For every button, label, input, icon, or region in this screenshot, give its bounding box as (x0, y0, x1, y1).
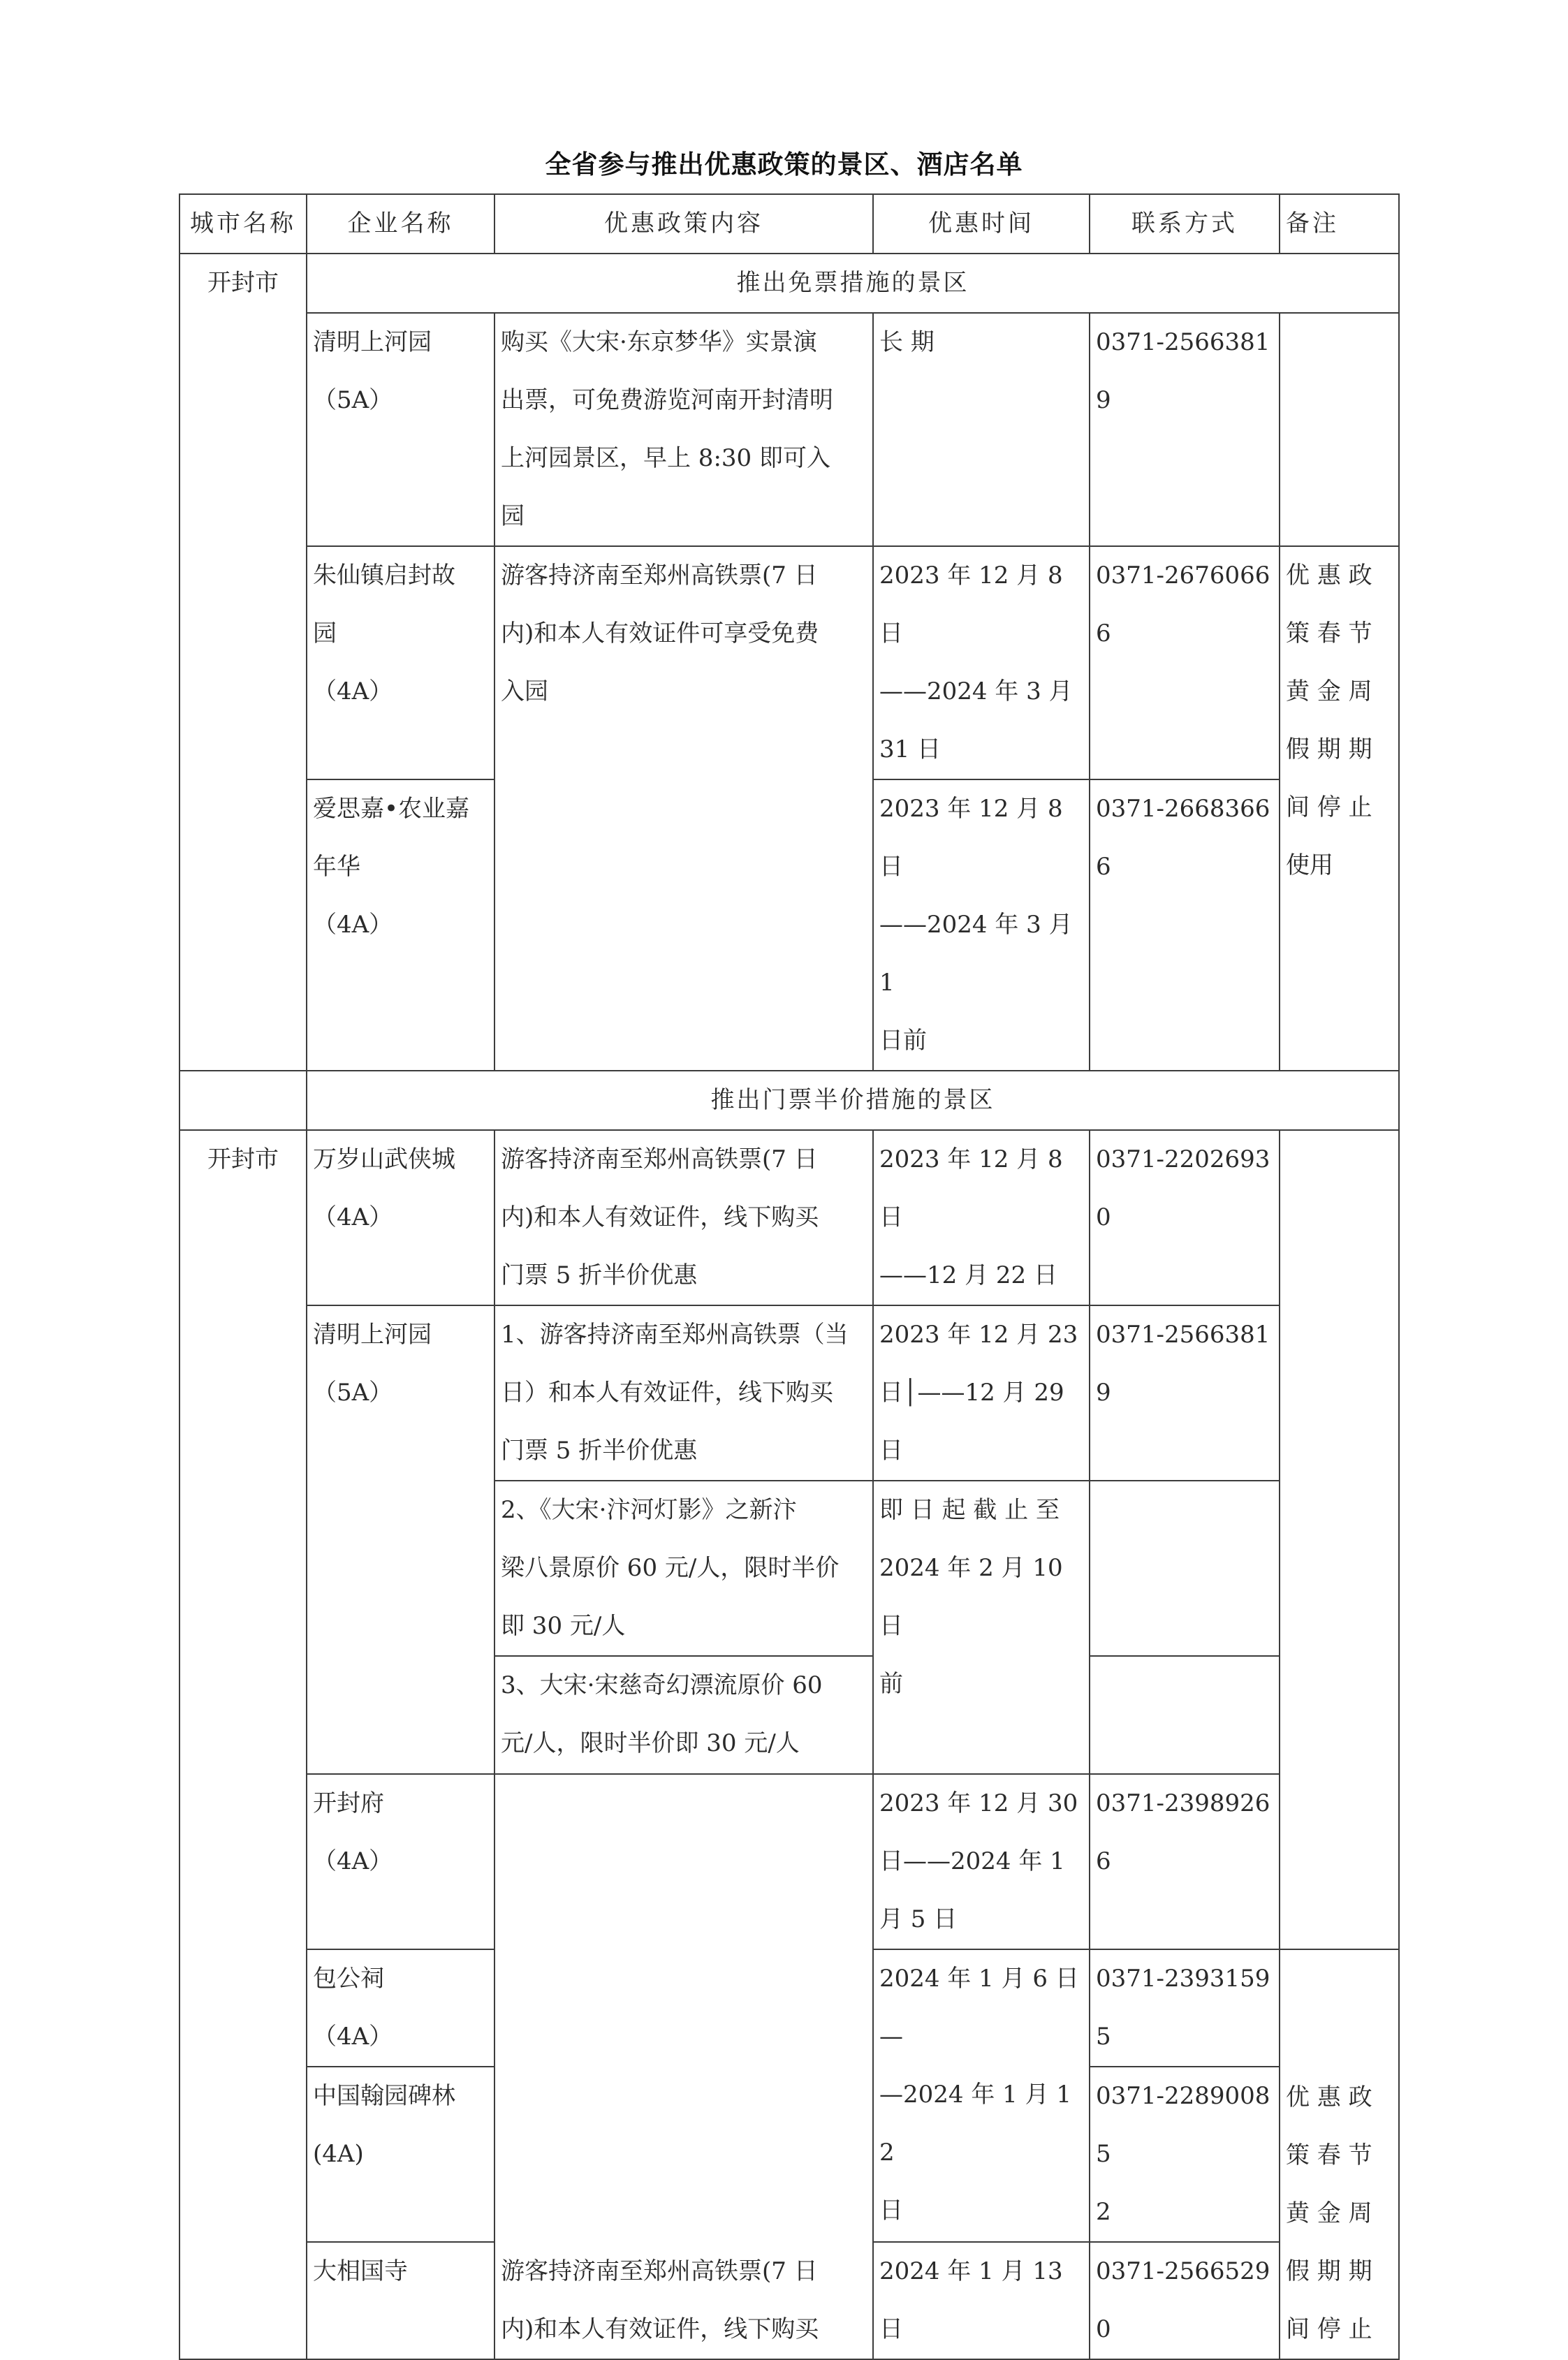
table-row (179, 313, 1399, 546)
contact-phone: 0371-25665290 (1090, 2242, 1280, 2359)
company-name: 清明上河园 （5A） (307, 313, 494, 546)
shared-policy-content: 游客持济南至郑州高铁票(7 日 内)和本人有效证件可享受免费 入园 (494, 546, 873, 1071)
contact-phone: 0371-25663819 (1090, 1305, 1280, 1481)
header-note: 备注 (1280, 194, 1399, 254)
section2-title: 推出门票半价措施的景区 (307, 1071, 1399, 1130)
header-company: 企业名称 (307, 194, 494, 254)
contact-phone: 0371-23989266 (1090, 1774, 1280, 1949)
section2-city: 开封市 (179, 1130, 307, 2359)
policy-time: 2023 年 12 月 8 日 ——2024 年 3 月 31 日 (873, 546, 1090, 779)
policy-content: 1、游客持济南至郑州高铁票（当 日）和本人有效证件，线下购买 门票 5 折半价优惠 (494, 1305, 873, 1481)
contact-phone: 0371-26683666 (1090, 779, 1280, 1071)
note-cell (1280, 313, 1399, 546)
shared-policy-content: 游客持济南至郑州高铁票(7 日 内)和本人有效证件，线下购买 (494, 1774, 873, 2359)
header-row (179, 194, 1399, 254)
city-cell-empty (179, 1071, 307, 1130)
company-name: 包公祠 （4A） (307, 1949, 494, 2067)
company-name: 爱思嘉•农业嘉 年华 （4A） (307, 779, 494, 1071)
company-name: 清明上河园 （5A） (307, 1305, 494, 1774)
policy-time: 2023 年 12 月 30 日——2024 年 1 月 5 日 (873, 1774, 1090, 1949)
policy-time: 长 期 (873, 313, 1090, 546)
contact-phone: 0371-22026930 (1090, 1130, 1280, 1305)
header-contact: 联系方式 (1090, 194, 1280, 254)
note-cell (1280, 1130, 1399, 1949)
section2-title-row (179, 1071, 1399, 1130)
policy-content: 2、《大宋·汴河灯影》之新汴 梁八景原价 60 元/人，限时半价 即 30 元/人 (494, 1481, 873, 1656)
contact-phone: 0371-25663819 (1090, 313, 1280, 546)
company-name: 开封府 （4A） (307, 1774, 494, 1949)
company-name: 大相国寺 (307, 2242, 494, 2359)
header-policy: 优惠政策内容 (494, 194, 873, 254)
company-name: 中国翰园碑林 (4A) (307, 2067, 494, 2242)
section1-title: 推出免票措施的景区 (307, 254, 1399, 313)
contact-phone (1090, 1656, 1280, 1774)
policy-time: 2023 年 12 月 23 日│——12 月 29 日 (873, 1305, 1090, 1481)
policy-time: 即 日 起 截 止 至 2024 年 2 月 10 日 前 (873, 1481, 1090, 1774)
contact-phone: 0371-23931595 (1090, 1949, 1280, 2067)
policy-time: 2023 年 12 月 8 日 ——2024 年 3 月 1 日前 (873, 779, 1090, 1071)
table-row (179, 1774, 1399, 1949)
page-title: 全省参与推出优惠政策的景区、酒店名单 (545, 149, 1023, 179)
table-row (179, 546, 1399, 779)
policy-content: 购买《大宋·东京梦华》实景演 出票，可免费游览河南开封清明 上河园景区，早上 8:30 即可入 园 (494, 313, 873, 546)
contact-phone: 0371-22890085 2 (1090, 2067, 1280, 2242)
company-name: 朱仙镇启封故 园 （4A） (307, 546, 494, 779)
contact-phone (1090, 1481, 1280, 1656)
scenic-discount-table (179, 193, 1400, 2360)
header-time: 优惠时间 (873, 194, 1090, 254)
note-cell: 优 惠 政 策 春 节 黄 金 周 假 期 期 间 停 止 (1280, 1949, 1399, 2359)
note-cell: 优 惠 政 策 春 节 黄 金 周 假 期 期 间 停 止 使用 (1280, 546, 1399, 1071)
company-name: 万岁山武侠城 （4A） (307, 1130, 494, 1305)
policy-content: 3、大宋·宋慈奇幻漂流原价 60 元/人，限时半价即 30 元/人 (494, 1656, 873, 1774)
policy-content: 游客持济南至郑州高铁票(7 日 内)和本人有效证件，线下购买 门票 5 折半价优惠 (494, 1130, 873, 1305)
contact-phone: 0371-26760666 (1090, 546, 1280, 779)
policy-time: 2024 年 1 月 6 日— —2024 年 1 月 12 日 (873, 1949, 1090, 2242)
policy-time: 2023 年 12 月 8 日 ——12 月 22 日 (873, 1130, 1090, 1305)
table-row (179, 1305, 1399, 1481)
header-city: 城市名称 (179, 194, 307, 254)
policy-time: 2024 年 1 月 13 日 (873, 2242, 1090, 2359)
section1-title-row (179, 254, 1399, 313)
section1-city: 开封市 (179, 254, 307, 1071)
table-row (179, 1130, 1399, 1305)
